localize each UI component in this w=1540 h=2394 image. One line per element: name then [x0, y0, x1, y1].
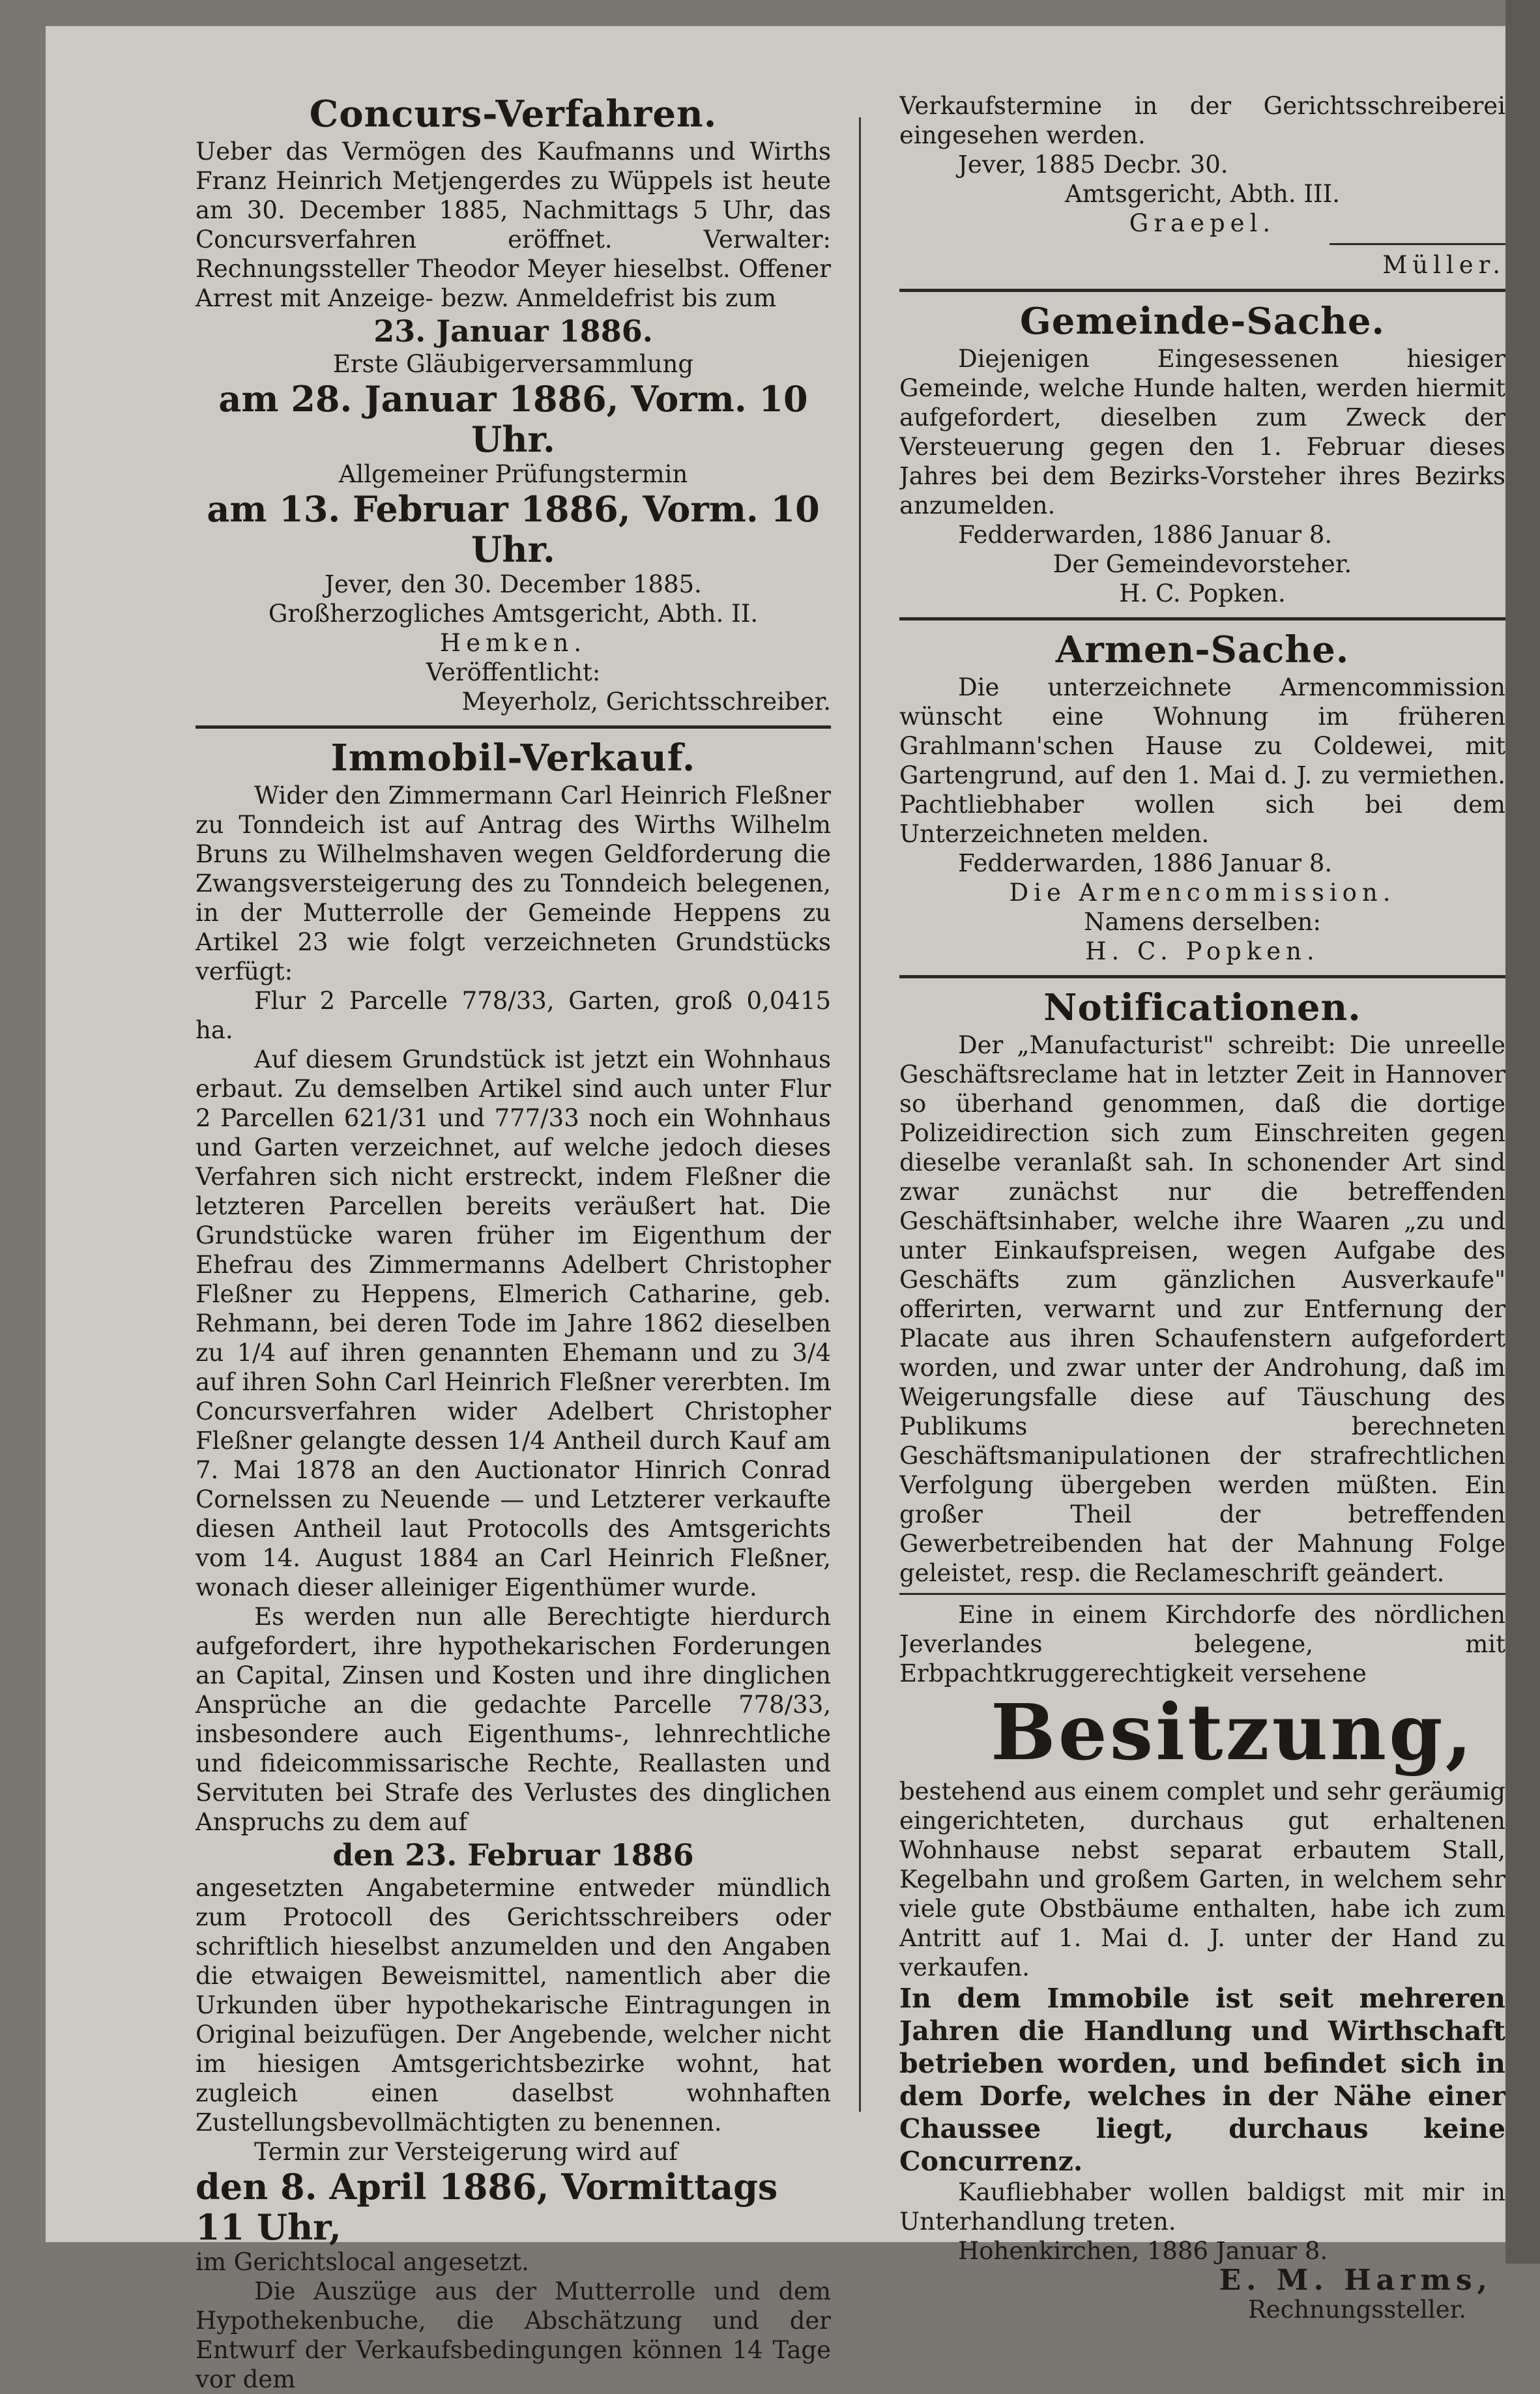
gemeinde-body: Diejenigen Eingesessenen hiesiger Gemeinde, welche Hunde halten, werden hiermit aufgefordert, dieselben zum Zweck der Versteuerung gegen den 1. Februar dieses Jahres bei dem Bezirks-Vorsteher ihres Bezirks anzumelden.	[899, 345, 1505, 519]
section-rule	[899, 1593, 1505, 1595]
gemeinde-place-date: Fedderwarden, 1886 Januar 8.	[958, 521, 1333, 549]
concurs-label-first-meeting: Erste Gläubigerversammlung	[332, 350, 694, 378]
besitzung-intro: Eine in einem Kirchdorfe des nördlichen Jeverlandes belegene, mit Erbpachtkruggerechtigkeit versehene	[899, 1601, 1505, 1687]
besitzung-headline: Besitzung,	[991, 1687, 1475, 1777]
cont-judge: Graepel.	[1129, 209, 1276, 237]
section-rule	[196, 725, 831, 729]
concurs-heading: Concurs-Verfahren.	[309, 93, 718, 136]
armen-body: Die unterzeichnete Armencommission wünscht eine Wohnung im früheren Grahlmann'schen Hause zu Coldewei, mit Gartengrund, auf den 1. Mai d. J. zu vermiethen. Pachtliebhaber wollen sich bei dem Unterzeichneten melden.	[899, 673, 1505, 848]
immobil-date-auction: den 8. April 1886, Vormittags 11 Uhr,	[196, 2166, 778, 2248]
immobil-p6: Termin zur Versteigerung wird auf	[254, 2138, 678, 2166]
concurs-date-exam: am 13. Februar 1886, Vorm. 10 Uhr.	[207, 488, 820, 570]
right-column	[899, 91, 1505, 2324]
notificationen	[899, 985, 1505, 1588]
page-edge	[1505, 0, 1540, 2264]
concurs-date-deadline: 23. Januar 1886.	[373, 314, 653, 349]
armen-notice	[899, 627, 1505, 966]
concurs-notice	[196, 91, 831, 716]
section-rule	[899, 289, 1505, 292]
concurs-date-first-meeting: am 28. Januar 1886, Vorm. 10 Uhr.	[218, 378, 808, 460]
left-column	[196, 91, 831, 2394]
gemeinde-heading: Gemeinde-Sache.	[1019, 300, 1385, 343]
besitzung-ad	[899, 1600, 1505, 2324]
concurs-court: Großherzogliches Amtsgericht, Abth. II.	[268, 600, 759, 628]
armen-on-behalf: Namens derselben:	[1084, 908, 1321, 936]
column-divider	[859, 117, 861, 2112]
immobil-date-claims: den 23. Februar 1886	[332, 1837, 694, 1873]
notif-heading: Notificationen.	[1043, 986, 1361, 1029]
gemeinde-name: H. C. Popken.	[1119, 579, 1286, 607]
besitzung-name: E. M. Harms,	[1219, 2264, 1492, 2297]
immobil-p5: angesetzten Angabetermine entweder mündlich zum Protocoll des Gerichtsschreibers oder schriftlich hieselbst anzumelden und den Angaben die etwaigen Beweismittel, namentlich aber die Urkunden über hypothekarische Eintragungen in Original beizufügen. Der Angebende, welcher nicht im hiesigen Amtsgerichtsbezirke wohnt, hat zugleich einen daselbst wohnhaften Zustellungsbevollmächtigten zu benennen.	[196, 1874, 831, 2137]
immobil-p3: Auf diesem Grundstück ist jetzt ein Wohnhaus erbaut. Zu demselben Artikel sind auch unter Flur 2 Parcellen 621/31 und 777/33 noch ein Wohnhaus und Garten verzeichnet, auf welche jedoch dieses Verfahren sich nicht erstreckt, indem Fleßner die letzteren Parcellen bereits veräußert hat. Die Grundstücke waren früher im Eigenthum der Ehefrau des Zimmermanns Adelbert Christopher Fleßner zu Heppens, Elmerich Catharine, geb. Rehmann, bei deren Tode im Jahre 1862 dieselben zu 1/4 auf ihren genannten Ehemann und zu 3/4 auf ihren Sohn Carl Heinrich Fleßner vererbten. Im Concursverfahren wider Adelbert Christopher Fleßner gelangte dessen 1/4 Antheil durch Kauf am 7. Mai 1878 an den Auctionator Hinrich Conrad Cornelssen zu Neuende — und Letzterer verkaufte diesen Antheil laut Protocolls des Amtsgerichts vom 14. August 1884 an Carl Heinrich Fleßner, wonach dieser alleiniger Eigenthümer wurde.	[196, 1045, 831, 1601]
section-rule	[899, 975, 1505, 978]
cont-clerk: Müller.	[1382, 251, 1505, 279]
cont-court: Amtsgericht, Abth. III.	[1065, 180, 1340, 208]
armen-role: Die Armencommission.	[1009, 879, 1396, 907]
immobil-p4: Es werden nun alle Berechtigte hierdurch aufgefordert, ihre hypothekarischen Forderungen an Capital, Zinsen und Kosten und ihre dinglichen Ansprüche an die gedachte Parcelle 778/33, insbesondere auch Eigenthums-, lehnrechtliche und fideicommissarische Rechte, Reallasten und Servituten bei Strafe des Verlustes des dinglichen Anspruchs zu dem auf	[196, 1603, 831, 1836]
gemeinde-role: Der Gemeindevorsteher.	[1053, 550, 1352, 578]
concurs-body: Ueber das Vermögen des Kaufmanns und Wirths Franz Heinrich Metjengerdes zu Wüppels ist heute am 30. December 1885, Nachmittags 5 Uhr, das Concursverfahren eröffnet. Verwalter: Rechnungssteller Theodor Meyer hieselbst. Offener Arrest mit Anzeige- bezw. Anmeldefrist bis zum	[196, 138, 831, 312]
cont-place-date: Jever, 1885 Decbr. 30.	[958, 151, 1228, 179]
armen-heading: Armen-Sache.	[1055, 628, 1350, 671]
immobil-p8: Die Auszüge aus der Mutterrolle und dem Hypothekenbuche, die Abschätzung und der Entwurf der Verkaufsbedingungen können 14 Tage vor dem	[196, 2277, 831, 2393]
immobil-p7: im Gerichtslocal angesetzt.	[196, 2248, 529, 2276]
immobil-p2: Flur 2 Parcelle 778/33, Garten, groß 0,0415 ha.	[196, 987, 831, 1044]
concurs-published: Veröffentlicht:	[426, 658, 601, 686]
section-rule	[899, 617, 1505, 620]
concurs-clerk: Meyerholz, Gerichtsschreiber.	[461, 688, 831, 716]
notif-body: Der „Manufacturist" schreibt: Die unreelle Geschäftsreclame hat in letzter Zeit in Hannover so überhand genommen, daß die dortige Polizeidirection sich zum Einschreiten gegen dieselbe veranlaßt sah. In schonender Art sind zwar zunächst nur die betreffenden Geschäftsinhaber, welche ihre Waaren „zu und unter Einkaufspreisen, wegen Aufgabe des Geschäfts zum gänzlichen Ausverkaufe" offerirten, verwarnt und zur Entfernung der Placate aus ihren Schaufenstern aufgefordert worden, und zwar unter der Androhung, daß im Weigerungsfalle diese auf Täuschung des Publikums berechneten Geschäftsmanipulationen der strafrechtlichen Verfolgung übergeben werden müßten. Ein großer Theil der betreffenden Gewerbetreibenden hat der Mahnung Folge geleistet, resp. die Reclameschrift geändert.	[899, 1031, 1505, 1587]
gemeinde-notice	[899, 299, 1505, 608]
besitzung-bold: In dem Immobile ist seit mehreren Jahren die Handlung und Wirthschaft betrieben worden, und befindet sich in dem Dorfe, welches in der Nähe einer Chaussee liegt, durchaus keine Concurrenz.	[899, 1983, 1505, 2177]
cont-body: Verkaufstermine in der Gerichtsschreiberei eingesehen werden.	[899, 92, 1505, 149]
immobil-notice	[196, 735, 831, 2394]
immobil-heading: Immobil-Verkauf.	[330, 737, 696, 780]
besitzung-place-date: Hohenkirchen, 1886 Januar 8.	[958, 2237, 1328, 2265]
continued-notice	[899, 91, 1505, 280]
concurs-label-exam: Allgemeiner Prüfungstermin	[338, 460, 688, 488]
besitzung-buyers: Kaufliebhaber wollen baldigst mit mir in Unterhandlung treten.	[899, 2178, 1505, 2236]
besitzung-body: bestehend aus einem complet und sehr geräumig eingerichteten, durchaus gut erhaltenen Wohnhause nebst separat erbautem Stall, Kegelbahn und großem Garten, in welchem sehr viele gute Obstbäume enthalten, habe ich zum Antritt auf 1. Mai d. J. unter der Hand zu verkaufen.	[899, 1777, 1505, 1981]
concurs-judge: Hemken.	[439, 629, 587, 657]
immobil-p1: Wider den Zimmermann Carl Heinrich Fleßner zu Tonndeich ist auf Antrag des Wirths Wilhelm Bruns zu Wilhelmshaven wegen Geldforderung die Zwangsversteigerung des zu Tonndeich belegenen, in der Mutterrolle der Gemeinde Heppens zu Artikel 23 wie folgt verzeichneten Grundstücks verfügt:	[196, 781, 831, 985]
armen-name: H. C. Popken.	[1085, 937, 1320, 965]
signature-rule	[1329, 243, 1505, 245]
concurs-place-date: Jever, den 30. December 1885.	[325, 570, 702, 598]
besitzung-title: Rechnungssteller.	[1247, 2296, 1466, 2324]
armen-place-date: Fedderwarden, 1886 Januar 8.	[958, 849, 1333, 877]
